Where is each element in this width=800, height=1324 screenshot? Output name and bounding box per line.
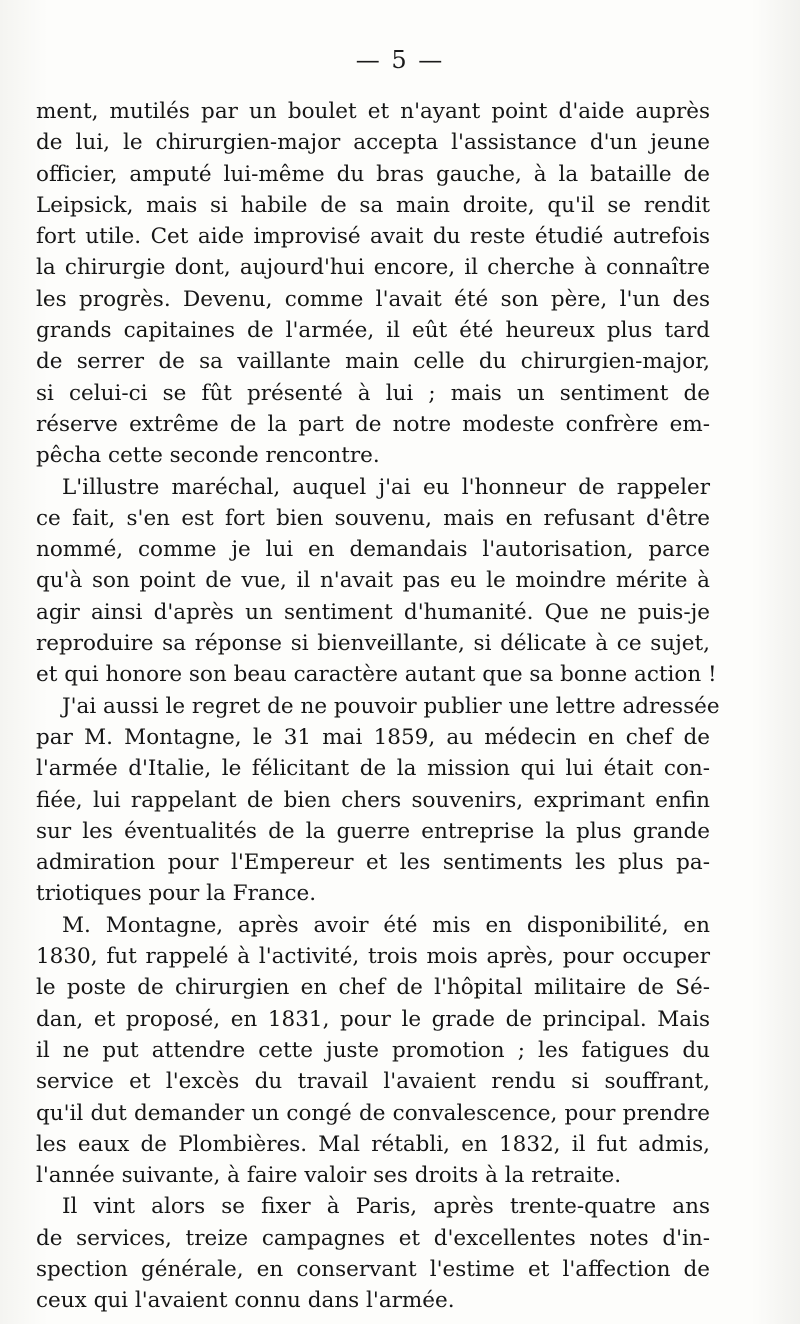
text-line: les progrès. Devenu, comme l'avait été son père, l'un des <box>36 286 710 312</box>
text-line: agir ainsi d'après un sentiment d'humanité. Que ne puis-je <box>36 599 710 625</box>
text-line: de services, treize campagnes et d'excellentes notes d'in- <box>36 1225 710 1251</box>
text-line: l'armée d'Italie, le félicitant de la mission qui lui était con- <box>36 756 710 782</box>
text-line: Leipsick, mais si habile de sa main droite, qu'il se rendit <box>36 192 710 218</box>
text-line: dan, et proposé, en 1831, pour le grade de principal. Mais <box>36 1006 710 1032</box>
text-line: réserve extrême de la part de notre modeste confrère em- <box>36 411 710 437</box>
text-line: les eaux de Plombières. Mal rétabli, en 1832, il fut admis, <box>36 1131 710 1157</box>
text-line: et qui honore son beau caractère autant que sa bonne action ! <box>36 662 717 688</box>
text-line: L'illustre maréchal, auquel j'ai eu l'honneur de rappeler <box>62 474 710 500</box>
text-line: J'ai aussi le regret de ne pouvoir publier une lettre adressée <box>62 693 720 719</box>
text-line: 1830, fut rappelé à l'activité, trois mois après, pour occuper <box>36 944 710 970</box>
text-line: l'année suivante, à faire valoir ses droits à la retraite. <box>36 1163 622 1189</box>
text-line: grands capitaines de l'armée, il eût été heureux plus tard <box>36 318 710 344</box>
text-line: ment, mutilés par un boulet et n'ayant point d'aide auprès <box>36 99 710 124</box>
text-line: reproduire sa réponse si bienveillante, si délicate à ce sujet, <box>36 631 710 657</box>
text-line: admiration pour l'Empereur et les sentiments les plus pa- <box>36 850 710 876</box>
text-line: sur les éventualités de la guerre entreprise la plus grande <box>36 818 710 844</box>
text-line: ce fait, s'en est fort bien souvenu, mais en refusant d'être <box>36 505 710 531</box>
text-line: de serrer de sa vaillante main celle du chirurgien-major, <box>36 349 710 375</box>
page-number: — 5 — <box>355 46 445 74</box>
text-line: qu'à son point de vue, il n'avait pas eu le moindre mérite à <box>36 568 710 594</box>
text-line: pêcha cette seconde rencontre. <box>36 443 380 469</box>
text-line: il ne put attendre cette juste promotion ; les fatigues du <box>36 1037 710 1063</box>
body-text <box>36 96 720 1317</box>
text-line: la chirurgie dont, aujourd'hui encore, il cherche à connaître <box>36 255 710 281</box>
text-line: qu'il dut demander un congé de convalescence, pour prendre <box>36 1100 710 1126</box>
text-line: par M. Montagne, le 31 mai 1859, au médecin en chef de <box>36 724 710 750</box>
text-line: spection générale, en conservant l'estime et l'affection de <box>36 1256 710 1282</box>
text-line: triotiques pour la France. <box>36 881 317 907</box>
text-line: ceux qui l'avaient connu dans l'armée. <box>36 1288 455 1314</box>
text-line: nommé, comme je lui en demandais l'autorisation, parce <box>36 537 710 563</box>
text-line: Il vint alors se fixer à Paris, après trente-quatre ans <box>62 1194 710 1220</box>
text-line: si celui-ci se fût présenté à lui ; mais un sentiment de <box>36 380 710 406</box>
text-line: fiée, lui rappelant de bien chers souvenirs, exprimant enfin <box>36 787 710 813</box>
text-line: officier, amputé lui-même du bras gauche, à la bataille de <box>36 161 710 187</box>
text-line: M. Montagne, après avoir été mis en disponibilité, en <box>62 912 710 938</box>
text-line: de lui, le chirurgien-major accepta l'assistance d'un jeune <box>36 130 710 156</box>
text-line: fort utile. Cet aide improvisé avait du reste étudié autrefois <box>36 224 710 250</box>
text-line: le poste de chirurgien en chef de l'hôpital militaire de Sé- <box>36 975 710 1001</box>
text-line: service et l'excès du travail l'avaient rendu si souffrant, <box>36 1069 710 1095</box>
